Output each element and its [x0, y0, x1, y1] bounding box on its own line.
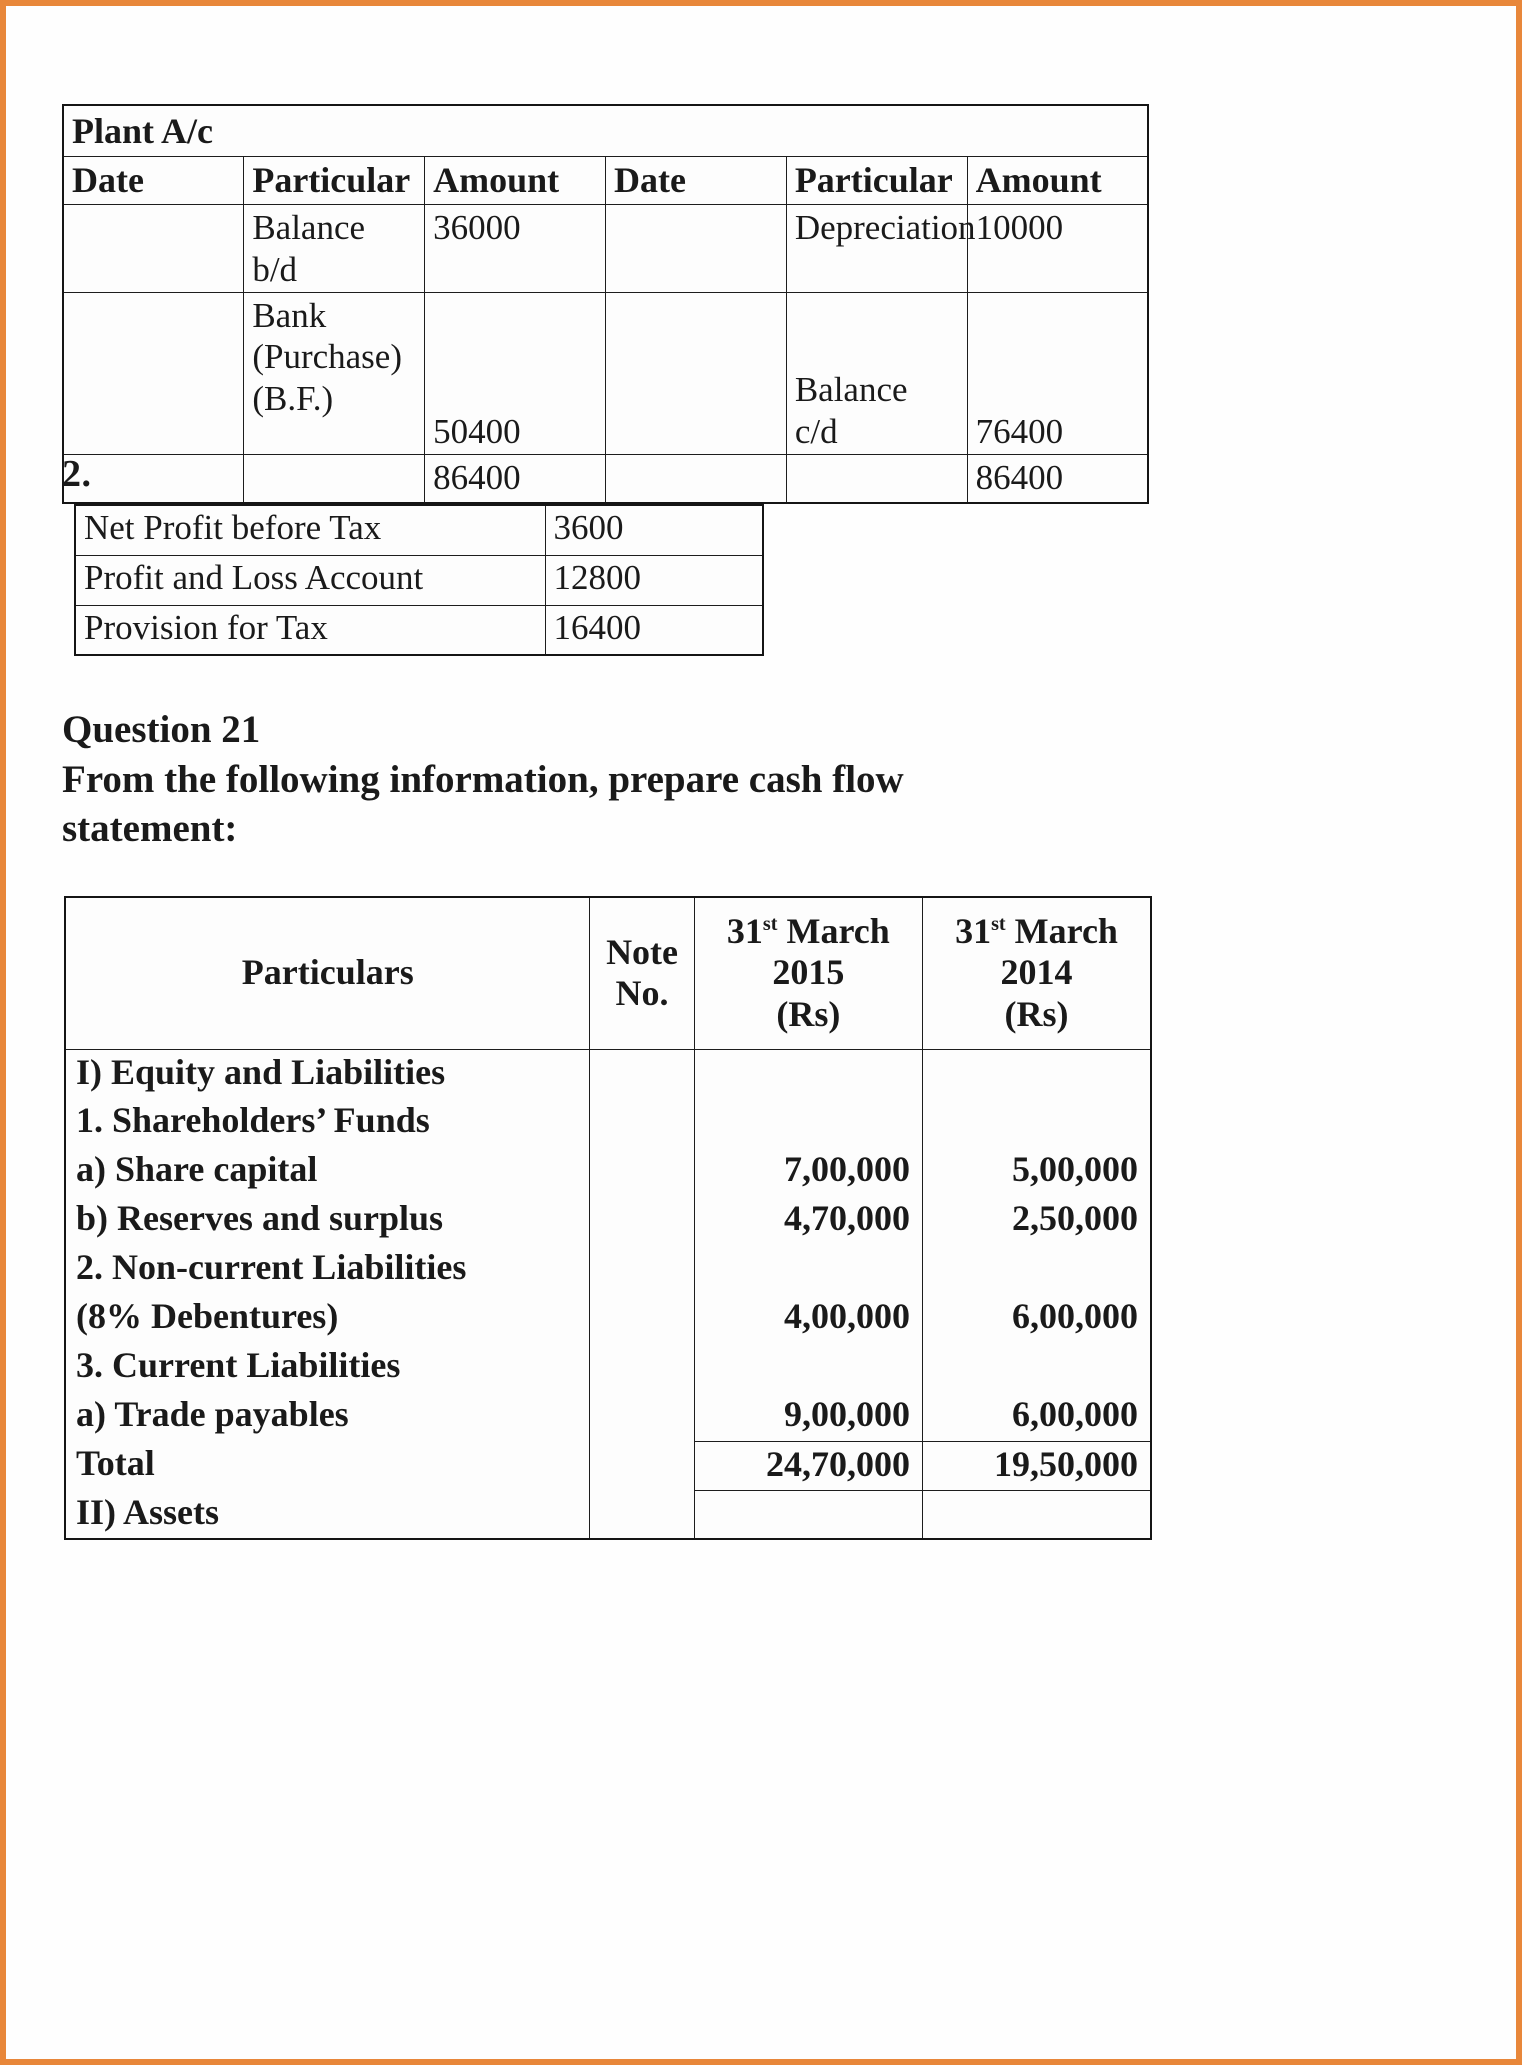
- cell-label: Provision for Tax: [75, 605, 545, 655]
- cell-2014: [923, 1490, 1151, 1539]
- cell-value: 12800: [545, 555, 763, 605]
- cell-2014: 6,00,000: [923, 1294, 1151, 1343]
- page-content-area: [6, 6, 1516, 2059]
- cell-note: [590, 1392, 694, 1441]
- cell-date-left: [63, 205, 244, 293]
- cell-particular-left: Balance b/d: [244, 205, 425, 293]
- header-2014-date-line: [929, 911, 1144, 953]
- cell-note: [590, 1049, 694, 1098]
- table-header-row: [63, 157, 1148, 205]
- cell-date-right: [605, 455, 786, 503]
- header-note-no: [590, 897, 694, 1049]
- cell-2014: 5,00,000: [923, 1147, 1151, 1196]
- question-number: Question 21: [62, 708, 261, 751]
- cell-note: [590, 1147, 694, 1196]
- table-row: [65, 1049, 1151, 1098]
- cell-2014: [923, 1343, 1151, 1392]
- table-row: [65, 1490, 1151, 1539]
- cell-note: [590, 1245, 694, 1294]
- table-row: [65, 1343, 1151, 1392]
- cell-particular: (8% Debentures): [65, 1294, 590, 1343]
- question-heading-block: [62, 706, 1072, 853]
- table-row: [65, 1392, 1151, 1441]
- cell-particular: I) Equity and Liabilities: [65, 1049, 590, 1098]
- cell-date-right: [605, 205, 786, 293]
- cell-2014: 6,00,000: [923, 1392, 1151, 1441]
- cell-particular-left: [244, 293, 425, 455]
- section-number-label: 2.: [62, 453, 92, 495]
- table-row: [65, 1098, 1151, 1147]
- table-row: [63, 293, 1148, 455]
- cell-particular-right: Balance c/d: [786, 293, 967, 455]
- cell-note: [590, 1441, 694, 1490]
- cell-2014-total: 19,50,000: [923, 1441, 1151, 1490]
- particular-line-3: (B.F.): [252, 378, 334, 418]
- profit-summary-table: [74, 504, 764, 656]
- table-header-row: [65, 897, 1151, 1049]
- cell-particular: b) Reserves and surplus: [65, 1196, 590, 1245]
- header-2015-date-line: [701, 911, 916, 953]
- table-row: [65, 1147, 1151, 1196]
- header-amount-right: Amount: [967, 157, 1148, 205]
- question-text-line-1: From the following information, prepare cash flow: [62, 758, 904, 802]
- cell-2015: 9,00,000: [694, 1392, 922, 1441]
- header-amount-left: Amount: [425, 157, 606, 205]
- header-date-left: Date: [63, 157, 244, 205]
- header-2015-unit: (Rs): [776, 994, 841, 1035]
- table-row: [65, 1294, 1151, 1343]
- table-row-title: [63, 105, 1148, 157]
- cell-particular-right: [786, 455, 967, 503]
- cell-amount-right: 10000: [967, 205, 1148, 293]
- cell-2014: [923, 1245, 1151, 1294]
- header-particular-right: Particular: [786, 157, 967, 205]
- particular-line-1: Bank: [252, 296, 327, 336]
- header-2014-ordinal: st: [991, 912, 1006, 935]
- cell-date-left: [63, 293, 244, 455]
- cell-2015: [694, 1098, 922, 1147]
- cell-note: [590, 1490, 694, 1539]
- cell-label: Net Profit before Tax: [75, 505, 545, 555]
- cell-2015: [694, 1490, 922, 1539]
- cell-date-right: [605, 293, 786, 455]
- cell-note: [590, 1343, 694, 1392]
- table-row: [75, 505, 763, 555]
- cell-amount-right: 76400: [967, 293, 1148, 455]
- table-row-total: [65, 1441, 1151, 1490]
- cell-amount-right-total: 86400: [967, 455, 1148, 503]
- cell-2014: 2,50,000: [923, 1196, 1151, 1245]
- header-2014-unit: (Rs): [1004, 994, 1069, 1035]
- cell-2015-total: 24,70,000: [694, 1441, 922, 1490]
- question-text-line-2: statement:: [62, 806, 238, 850]
- cell-note: [590, 1098, 694, 1147]
- balance-sheet-table: [64, 896, 1152, 1540]
- cell-2014: [923, 1049, 1151, 1098]
- header-2014-month: March: [1014, 910, 1118, 951]
- cell-2015: 4,70,000: [694, 1196, 922, 1245]
- header-2015-day: 31: [726, 910, 763, 951]
- cell-particular-total: Total: [65, 1441, 590, 1490]
- header-march-2014: [923, 897, 1151, 1049]
- cell-2015: 7,00,000: [694, 1147, 922, 1196]
- cell-amount-left-total: 86400: [425, 455, 606, 503]
- cell-particular: a) Trade payables: [65, 1392, 590, 1441]
- cell-value: 3600: [545, 505, 763, 555]
- cell-particular: 3. Current Liabilities: [65, 1343, 590, 1392]
- cell-particular: a) Share capital: [65, 1147, 590, 1196]
- table-row: [75, 605, 763, 655]
- cell-2015: [694, 1245, 922, 1294]
- table-row: [75, 555, 763, 605]
- header-2015-year: 2015: [772, 952, 845, 993]
- table-row-total: [63, 455, 1148, 503]
- header-note-line-1: Note: [606, 931, 679, 972]
- cell-amount-left: 50400: [425, 293, 606, 455]
- cell-value: 16400: [545, 605, 763, 655]
- cell-2014: [923, 1098, 1151, 1147]
- header-march-2015: [694, 897, 922, 1049]
- plant-account-title: Plant A/c: [63, 105, 1148, 157]
- cell-particular-left: [244, 455, 425, 503]
- header-note-line-2: No.: [615, 973, 669, 1014]
- particular-line-2: (Purchase): [252, 337, 402, 377]
- header-date-right: Date: [605, 157, 786, 205]
- header-2015-month: March: [786, 910, 890, 951]
- cell-note: [590, 1196, 694, 1245]
- cell-2015: [694, 1343, 922, 1392]
- header-particular-left: Particular: [244, 157, 425, 205]
- table-row: [63, 205, 1148, 293]
- cell-particular: 1. Shareholders’ Funds: [65, 1098, 590, 1147]
- header-particulars: Particulars: [65, 897, 590, 1049]
- cell-particular: II) Assets: [65, 1490, 590, 1539]
- cell-2015: [694, 1049, 922, 1098]
- header-2014-day: 31: [955, 910, 992, 951]
- cell-2015: 4,00,000: [694, 1294, 922, 1343]
- cell-particular-right: Depreciation: [786, 205, 967, 293]
- cell-label: Profit and Loss Account: [75, 555, 545, 605]
- cell-particular: 2. Non-current Liabilities: [65, 1245, 590, 1294]
- cell-amount-left: 36000: [425, 205, 606, 293]
- header-2015-ordinal: st: [762, 912, 778, 935]
- plant-account-table: [62, 104, 1149, 504]
- table-row: [65, 1196, 1151, 1245]
- table-row: [65, 1245, 1151, 1294]
- header-2014-year: 2014: [1000, 952, 1073, 993]
- cell-note: [590, 1294, 694, 1343]
